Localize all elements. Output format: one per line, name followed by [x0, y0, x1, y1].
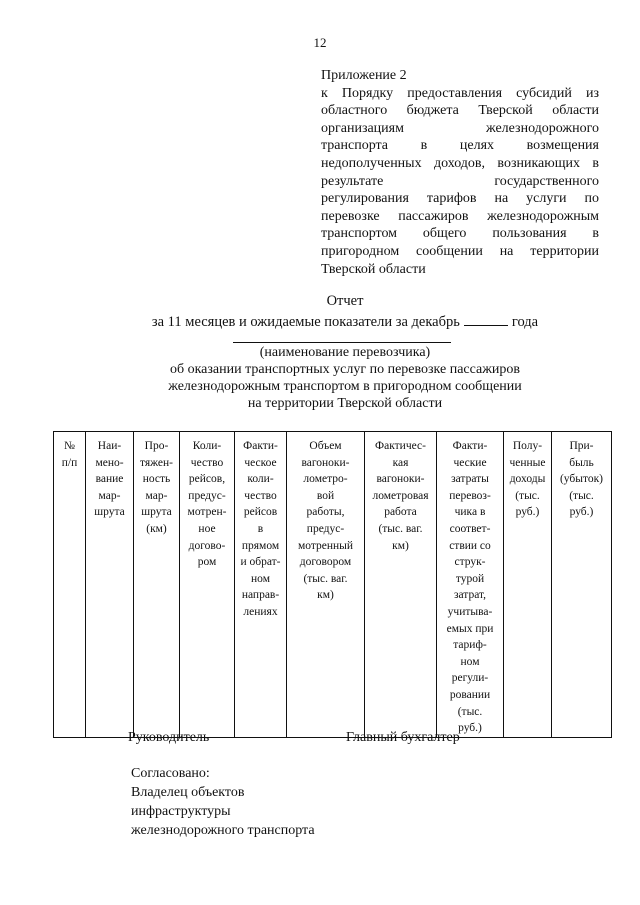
appendix-line: пригородном сообщении на территории: [321, 243, 599, 259]
table-header-cell: [235, 432, 287, 738]
header-text-line: мар-: [145, 489, 168, 502]
header-text-line: чика в: [454, 506, 486, 519]
header-text-line: соответ-: [449, 522, 491, 535]
header-text-line: руб.): [569, 506, 594, 519]
header-text-line: ствии со: [449, 539, 491, 552]
approval-line: инфраструктуры: [131, 804, 231, 819]
header-text-line: лометро-: [303, 473, 348, 486]
subject-line: об оказании транспортных услуг по перевозке пассажиров: [169, 362, 521, 377]
header-text-line: Полу-: [512, 440, 543, 452]
header-text-line: Факти-: [452, 440, 488, 452]
header-text-line: вой: [316, 489, 335, 502]
table-header-cell: [180, 432, 235, 738]
header-text-line: рейсов: [243, 506, 278, 519]
header-text-line: км): [392, 539, 409, 552]
table-header-row: [54, 432, 612, 738]
header-text-line: Факти-: [243, 440, 278, 452]
appendix-line: организациям железнодорожного: [321, 120, 599, 136]
header-text-line: работа: [384, 506, 417, 519]
header-text-line: При-: [569, 440, 594, 452]
header-text-line: работы,: [306, 506, 345, 519]
header-text-line: Коли-: [192, 440, 222, 452]
header-text-line: предус-: [306, 522, 345, 535]
header-text-line: направ-: [241, 589, 280, 602]
header-text-line: прямом: [241, 539, 280, 552]
header-text-line: Наи-: [97, 440, 122, 452]
appendix-line: транспортом общего пользования в: [321, 226, 599, 242]
table-header-cell: [287, 432, 365, 738]
header-text-line: догово-: [188, 539, 226, 552]
header-text-line: кая: [392, 456, 409, 469]
appendix-line: Приложение 2: [321, 68, 407, 83]
header-text-line: ное: [198, 522, 216, 535]
appendix-line: недополученных доходов, возникающих в: [321, 155, 599, 171]
header-text-line: чество: [244, 489, 277, 502]
header-text-line: в: [257, 522, 264, 535]
approval-line: Согласовано:: [131, 766, 210, 781]
table-header-cell: [437, 432, 504, 738]
header-text-line: ческое: [244, 456, 277, 469]
appendix-line: Тверской области: [321, 261, 426, 277]
header-text-line: мотренный: [297, 539, 354, 552]
header-text-line: Объем: [309, 440, 342, 452]
header-text-line: ром: [197, 556, 217, 569]
header-text-line: мар-: [98, 489, 121, 502]
header-text-line: тариф-: [453, 639, 487, 652]
approval-line: железнодорожного транспорта: [131, 823, 315, 838]
header-text-line: предус-: [188, 489, 226, 502]
header-text-line: лометровая: [372, 489, 429, 502]
subject-line: на территории Тверской области: [247, 396, 443, 411]
header-text-line: Фактичес-: [375, 440, 426, 452]
header-text-line: шрута: [141, 506, 172, 519]
subject-line: железнодорожным транспортом в пригородном сообщении: [168, 379, 522, 394]
header-text-line: вагонoки-: [301, 456, 350, 469]
header-text-line: регули-: [451, 672, 489, 685]
header-text-line: ность: [142, 473, 171, 486]
header-text-line: турой: [455, 572, 485, 585]
header-text-line: емых при: [446, 622, 494, 635]
header-text-line: договором: [299, 556, 352, 569]
report-period-text: за 11 месяцев и ожидаемые показатели за декабрь: [151, 314, 460, 330]
header-text-line: вание: [95, 473, 124, 486]
page-number: 12: [313, 35, 327, 50]
appendix-line: результате государственного: [321, 173, 599, 189]
table-header-cell: [552, 432, 612, 738]
header-text-line: мотрен-: [187, 506, 227, 519]
header-text-line: и обрат-: [240, 556, 281, 569]
header-text-line: руб.): [458, 722, 482, 735]
header-text-line: учитыва-: [447, 605, 493, 618]
header-text-line: ном: [251, 572, 270, 585]
appendix-line: регулирования тарифов на услуги по: [321, 191, 599, 207]
header-text-line: струк-: [454, 556, 486, 569]
header-text-line: (км): [146, 522, 167, 535]
report-period-year: года: [511, 314, 539, 330]
header-text-line: ровании: [449, 688, 491, 701]
header-text-line: доходы: [509, 473, 546, 486]
header-text-line: шрута: [94, 506, 125, 519]
header-text-line: вагонoки-: [376, 473, 425, 486]
header-text-line: (тыс.: [569, 489, 594, 502]
report-title: Отчет: [326, 293, 364, 309]
header-text-line: (тыс.: [457, 705, 483, 718]
header-text-line: перевоз-: [449, 489, 491, 502]
header-text-line: лениях: [243, 605, 278, 618]
appendix-header: [321, 67, 599, 278]
header-text-line: (тыс. ваг.: [378, 522, 423, 535]
header-text-line: (тыс. ваг.: [303, 572, 348, 585]
header-text-line: п/п: [61, 456, 78, 469]
table-header-cell: [504, 432, 552, 738]
header-text-line: затраты: [451, 473, 489, 486]
table-header-cell: [54, 432, 86, 738]
appendix-line: к Порядку предоставления субсидий из: [321, 85, 599, 101]
table-header-cell: [134, 432, 180, 738]
header-text-line: (тыс.: [515, 489, 540, 502]
header-text-line: ном: [460, 655, 480, 668]
carrier-name-line: [233, 342, 451, 343]
head-signature-label: Руководитель: [128, 730, 210, 745]
header-text-line: (убыток): [559, 473, 604, 486]
header-text-line: руб.): [515, 506, 540, 519]
appendix-line: областного бюджета Тверской области: [321, 103, 599, 119]
header-text-line: быль: [569, 456, 594, 469]
approval-block: [131, 764, 315, 840]
header-text-line: км): [317, 589, 334, 602]
header-text-line: Про-: [144, 440, 169, 452]
header-text-line: мено-: [95, 456, 124, 469]
header-text-line: ченные: [509, 456, 546, 469]
chief-accountant-label: Главный бухгалтер: [346, 730, 460, 745]
report-subject: [0, 361, 640, 412]
header-text-line: коли-: [247, 473, 274, 486]
header-text-line: затрат,: [453, 589, 487, 602]
table-header-cell: [86, 432, 134, 738]
header-text-line: чество: [190, 456, 224, 469]
report-table: [53, 431, 612, 738]
approval-line: Владелец объектов: [131, 785, 245, 800]
header-text-line: ческие: [453, 456, 487, 469]
appendix-line: транспорта в целях возмещения: [321, 138, 599, 154]
carrier-caption: (наименование перевозчика): [259, 345, 431, 360]
report-period: [0, 312, 640, 331]
table-header-cell: [365, 432, 437, 738]
header-text-line: рейсов,: [188, 473, 226, 486]
header-text-line: тяжен-: [139, 456, 174, 469]
year-blank-line: [464, 312, 508, 326]
appendix-line: перевозке пассажиров железнодорожным: [321, 208, 599, 224]
header-text-line: №: [64, 440, 75, 452]
